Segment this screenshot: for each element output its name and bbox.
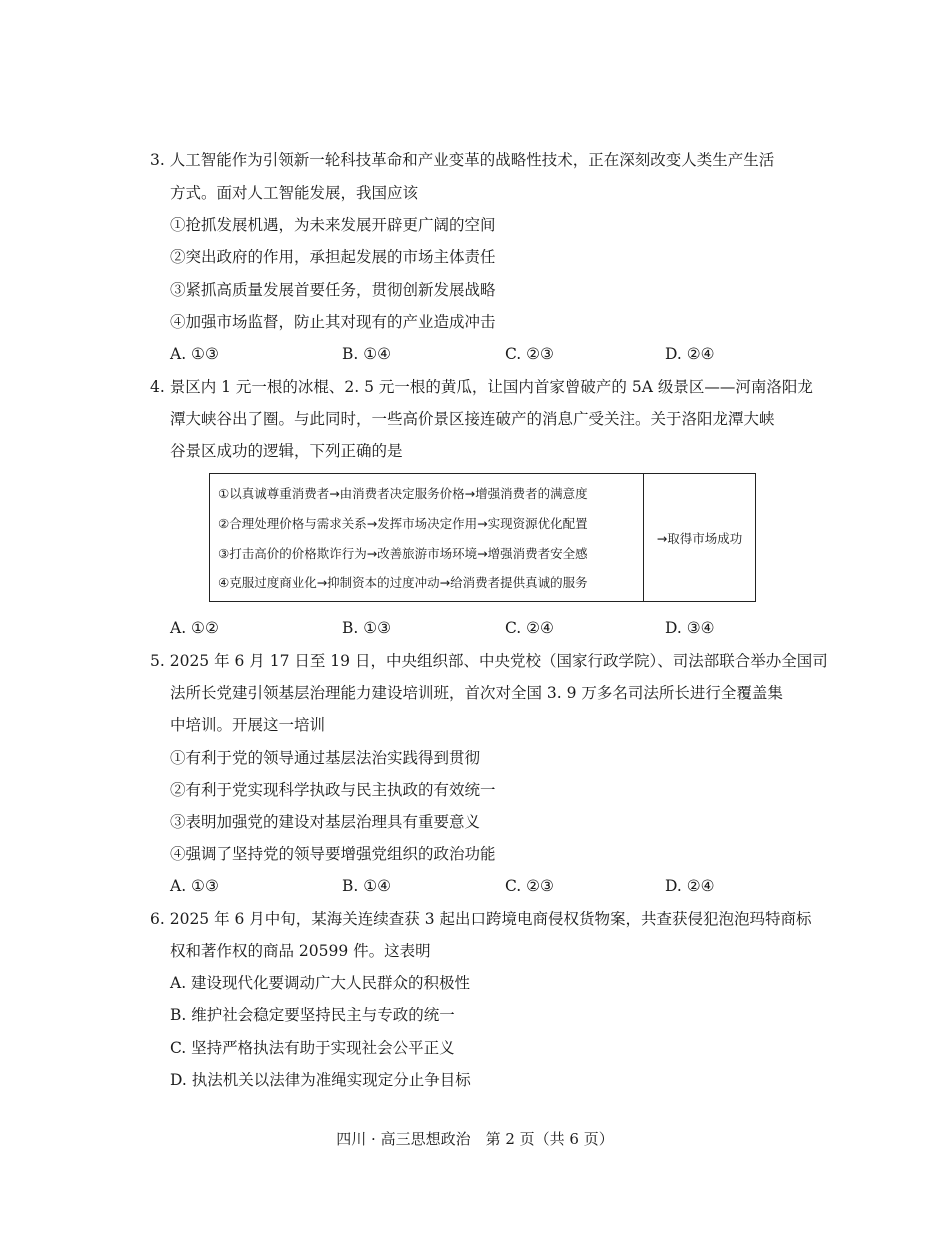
q5-choice-a: A. ①③	[170, 877, 219, 895]
q6-option-b: B. 维护社会稳定要坚持民主与专政的统一	[170, 1006, 455, 1024]
q6-stem-line1: 6. 2025 年 6 月中旬，某海关连续查获 3 起出口跨境电商侵权货物案，共查获侵犯泡泡玛特商标	[150, 910, 812, 928]
q4-table-row-1: ①以真诚尊重消费者→由消费者决定服务价格→增强消费者的满意度	[218, 486, 588, 501]
q6-option-d: D. 执法机关以法律为准绳实现定分止争目标	[170, 1071, 471, 1089]
q3-choice-a: A. ①③	[170, 345, 219, 363]
q4-table-row-2: ②合理处理价格与需求关系→发挥市场决定作用→实现资源优化配置	[218, 516, 588, 531]
q3-choice-d: D. ②④	[665, 345, 715, 363]
q4-choice-c: C. ②④	[505, 619, 554, 637]
q3-item-3: ③紧抓高质量发展首要任务，贯彻创新发展战略	[170, 281, 496, 299]
q4-table-row-4: ④克服过度商业化→抑制资本的过度冲动→给消费者提供真诚的服务	[218, 575, 588, 590]
q5-choice-b: B. ①④	[342, 877, 392, 895]
q5-item-3: ③表明加强党的建设对基层治理具有重要意义	[170, 813, 481, 831]
q4-choice-d: D. ③④	[665, 619, 715, 637]
q3-item-1: ①抢抓发展机遇，为未来发展开辟更广阔的空间	[170, 216, 496, 234]
q3-stem-line2: 方式。面对人工智能发展，我国应该	[170, 184, 419, 202]
q3-choice-b: B. ①④	[342, 345, 392, 363]
q4-choices	[170, 618, 790, 638]
q5-choice-d: D. ②④	[665, 877, 715, 895]
q5-item-4: ④强调了坚持党的领导要增强党组织的政治功能	[170, 845, 496, 863]
q4-logic-table	[209, 473, 756, 602]
page-footer: 四川 · 高三思想政治 第 2 页（共 6 页）	[336, 1130, 614, 1148]
q5-stem-line2: 法所长党建引领基层治理能力建设培训班，首次对全国 3. 9 万多名司法所长进行全覆盖集	[170, 684, 783, 702]
q5-choices	[170, 876, 790, 896]
q4-choice-b: B. ①③	[342, 619, 392, 637]
q3-item-4: ④加强市场监督，防止其对现有的产业造成冲击	[170, 313, 496, 331]
q5-choice-c: C. ②③	[505, 877, 554, 895]
q5-stem-line3: 中培训。开展这一培训	[170, 716, 326, 734]
q4-table-row-3: ③打击高价的价格欺诈行为→改善旅游市场环境→增强消费者安全感	[218, 546, 588, 561]
q5-stem-line1: 5. 2025 年 6 月 17 日至 19 日，中央组织部、中央党校（国家行政学院）、司法部联合举办全国司	[150, 652, 828, 670]
q4-table-result: →取得市场成功	[656, 530, 743, 546]
q5-item-1: ①有利于党的领导通过基层法治实践得到贯彻	[170, 749, 481, 767]
q4-choice-a: A. ①②	[170, 619, 219, 637]
q4-stem-line3: 谷景区成功的逻辑，下列正确的是	[170, 442, 403, 460]
q6-stem-line2: 权和著作权的商品 20599 件。这表明	[170, 942, 431, 960]
q6-option-a: A. 建设现代化要调动广大人民群众的积极性	[170, 974, 471, 992]
q4-stem-line2: 潭大峡谷出了圈。与此同时，一些高价景区接连破产的消息广受关注。关于洛阳龙潭大峡	[170, 410, 775, 428]
q3-choices	[170, 344, 790, 364]
q4-stem-line1: 4. 景区内 1 元一根的冰棍、2. 5 元一根的黄瓜，让国内首家曾破产的 5A 级景区——河南洛阳龙	[150, 378, 813, 396]
q3-stem-line1: 3. 人工智能作为引领新一轮科技革命和产业变革的战略性技术，正在深刻改变人类生产生活	[150, 151, 775, 169]
q5-item-2: ②有利于党实现科学执政与民主执政的有效统一	[170, 781, 496, 799]
q4-table-paths	[210, 474, 644, 601]
q3-item-2: ②突出政府的作用，承担起发展的市场主体责任	[170, 248, 496, 266]
q3-choice-c: C. ②③	[505, 345, 554, 363]
q6-option-c: C. 坚持严格执法有助于实现社会公平正义	[170, 1039, 455, 1057]
